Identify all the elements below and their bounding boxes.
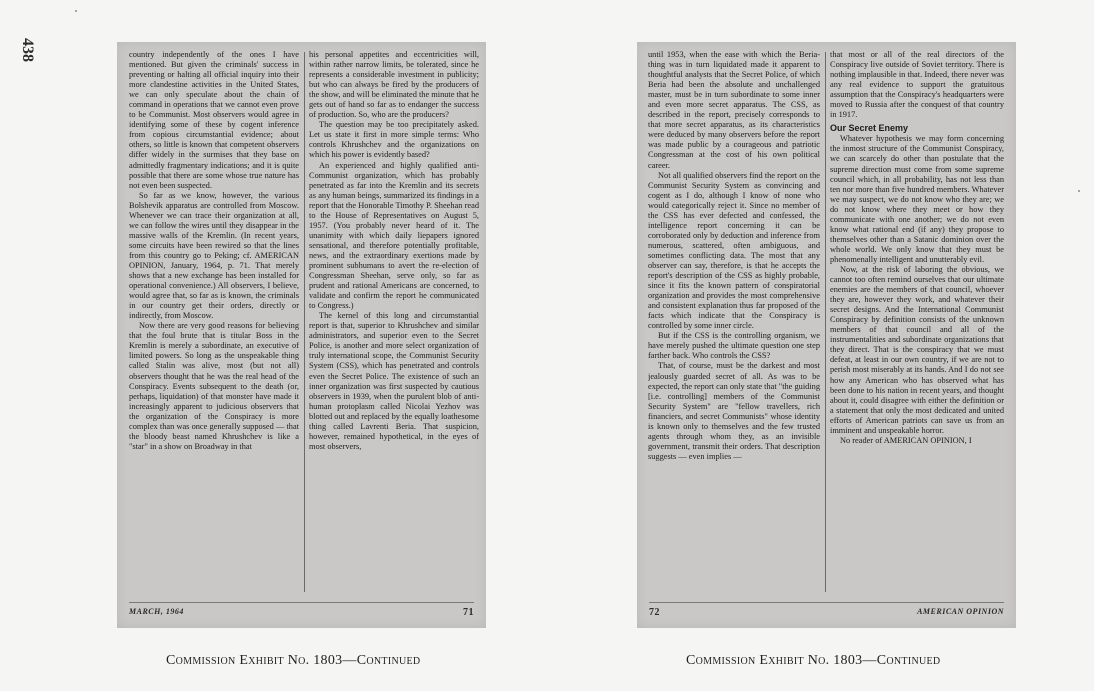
paragraph: An experienced and highly qualified anti-Communist organization, which has probably penetrated as far into the Kremlin and its secrets as any human beings, summarized its findings in a report that the Honorable Timothy P. Sheehan read to the House of Representatives on August 5, 1957. (You probably never heard of it. The unanimity with which daily liepapers ignored sensational, and therefore potentially profitable, news, and the extraordinary exertions made by prominent subhumans to avert the re-election of Congressman Sheehan, serve only, so far as prudent and rational Americans are concerned, to validate and confirm the report he communicated to Congress.) xyxy=(309,160,479,311)
paragraph: that most or all of the real directors of the Conspiracy live outside of Soviet territory. There is nothing implausible in that. Indeed, there never was any real evidence to support the gratuitous assumption that the Conspiracy's headquarters were moved to Russia after the conquest of that country in 1917. xyxy=(830,50,1004,120)
paragraph: Now, at the risk of laboring the obvious, we cannot too often remind ourselves that our ultimate enemies are the members of that council, whoever they are, however they work, and whatever their secret designs. And the International Communist Conspiracy by definition consists of the unknown members of that council and all of the instrumentalities and subordinate organizations that they direct. That is the conspiracy that we must defeat, at least in our own country, if we are not to perish most miserably at its hands. And I do not see how any American who has observed what has been done to his nation in recent years, and thought about it, could disagree with either the definition or a statement that only the most dedicated and united efforts of American patriots can save us from an imminent and unspeakable horror. xyxy=(830,264,1004,435)
left-page-column-1 xyxy=(129,50,299,594)
issue-date: MARCH, 1964 xyxy=(129,607,184,616)
paragraph: until 1953, when the ease with which the Beria-thing was in turn liquidated made it apparent to thoughtful analysts that the Secret Police, of which Beria had been the absolute and unchallenged master, must be in turn subordinate to some inner and even more secret apparatus. The CSS, as described in the report, precisely corresponds to that more secret apparatus, as its characteristics were deduced by many observers before the report was made public by a courageous and patriotic Congressman at the cost of his own political career. xyxy=(648,50,820,170)
left-page-column-2 xyxy=(309,50,479,594)
left-magazine-page xyxy=(117,42,486,628)
paragraph: Now there are very good reasons for believing that the foul brute that is titular Boss in the Kremlin is merely a subordinate, an executive of limited powers. So long as the unspeakable thing called Stalin was alive, most (but not all) observers thought that he was the real head of the Conspiracy. Events subsequent to the death (or, perhaps, liquidation) of that monster have made it increasingly apparent to judicious observers that the organization of the Conspiracy is more complex than was once generally supposed — that the bloody beast named Khrushchev is like a "star" in a show on Broadway in that xyxy=(129,321,299,451)
scan-speck xyxy=(1078,190,1080,192)
exhibit-caption-left xyxy=(166,653,420,669)
right-page-column-1 xyxy=(648,50,820,594)
caption-text: Commission Exhibit No. 1803—Continued xyxy=(166,653,421,668)
caption-text: Commission Exhibit No. 1803—Continued xyxy=(686,653,941,668)
column-divider xyxy=(304,52,305,592)
paragraph: The kernel of this long and circumstantial report is that, superior to Khrushchev and similar administrators, and superior even to the Secret Police, is another and more select organization of truly international scope, the Communist Security System (CSS), which has penetrated and controls even the Secret Police. The existence of such an inner organization was first suspected by cautious observers in 1939, when the purulent blob of anti-human protoplasm called Nicolai Yezhov was blotted out and replaced by the equally loathesome thing called Lavrenti Beria. That suspicion, however, remained hypothetical, in the eyes of most observers, xyxy=(309,311,479,451)
paragraph: The question may be too precipitately asked. Let us state it first in more simple terms: Who controls Khrushchev and the organizations on which his power is evidently based? xyxy=(309,120,479,160)
exhibit-caption-right xyxy=(686,653,940,669)
section-heading: Our Secret Enemy xyxy=(830,123,909,134)
paragraph: Whatever hypothesis we may form concerning the inmost structure of the Communist Conspiracy, we can scarcely do other than postulate that the supreme direction must come from some supreme council which, in all probability, has not less than ten nor more than five hundred members. Whatever we may suspect, we do not know who they are; we do not know where they meet or how they communicate with one another; we do not even know what rational end (if any) they propose to themselves other than a Satanic dominion over the whole world. We only know that they must be phenomenally intelligent and unutterably evil. xyxy=(830,134,1004,264)
paragraph: That, of course, must be the darkest and most jealously guarded secret of all. As was to be expected, the report can only state that "the guiding [i.e. controlling] members of the Communist Security System" are "fellow travellers, rich financiers, and secret Communists" whose identity is known only to themselves and the few trusted agents through whom they, as an invisible government, transmit their orders. That description suggests — even implies — xyxy=(648,361,820,461)
side-page-number: 438 xyxy=(19,38,36,62)
right-page-column-2 xyxy=(830,50,1004,594)
scan-speck xyxy=(75,10,77,12)
right-magazine-page xyxy=(637,42,1016,628)
right-page-footer xyxy=(649,602,1004,620)
left-page-footer xyxy=(129,602,474,620)
magazine-title: AMERICAN OPINION xyxy=(917,607,1004,616)
page-number: 71 xyxy=(463,607,474,618)
column-divider xyxy=(825,52,826,592)
paragraph: country independently of the ones I have mentioned. But given the criminals' success in preventing or halting all official inquiry into their more clandestine activities in the United States, we can only speculate about the chain of command in operations that we cannot even prove to be Communist. Most observers would agree in identifying some of these by cogent inference from copious circumstantial evidence; about others, so little is known that competent observers differ widely in the surmises that they base on admittedly fragmentary indications; and it is quite possible that there are some whose true nature has not even been suspected. xyxy=(129,50,299,190)
paragraph: So far as we know, however, the various Bolshevik apparatus are controlled from Moscow. Whenever we can trace their organization at all, we can follow the wires until they disappear in the massive walls of the Kremlin. (In recent years, some circuits have been rewired so that the lines from this country go to Peking; cf. AMERICAN OPINION, January, 1964, p. 71. That merely shows that a new exchange has been installed for operational convenience.) All observers, I believe, would agree that, so far as is known, the criminals in our country get their orders, directly or indirectly, from Moscow. xyxy=(129,190,299,321)
page-number: 72 xyxy=(649,607,660,618)
paragraph: No reader of AMERICAN OPINION, I xyxy=(840,435,972,445)
paragraph: But if the CSS is the controlling organism, we have merely pushed the ultimate question one step farther back. Who controls the CSS? xyxy=(648,331,820,361)
paragraph: Not all qualified observers find the report on the Communist Security System as convincing and cogent as I do, although I know of none who would categorically reject it. Since no member of the CSS has ever defected and confessed, the intelligence report concerning it can be corroborated only by deduction and inference from numerous, scattered, often ambiguous, and sometimes conflicting data. The most that any observer can say, therefore, is that he accepts the report's description of the CSS as highly probable, since it fits the known pattern of conspiratorial organization and provides the most comprehensive and consistent explanation thus far proposed of the facts which indicate that the Conspiracy is controlled by some inner circle. xyxy=(648,170,820,331)
paragraph: his personal appetites and eccentricities will, within rather narrow limits, be tolerated, since he represents a considerable investment in publicity; but who can always be fired by the producers of the show, and will be eliminated the minute that he gets out of hand so far as to endanger the success of production. So, who are the producers? xyxy=(309,50,479,120)
